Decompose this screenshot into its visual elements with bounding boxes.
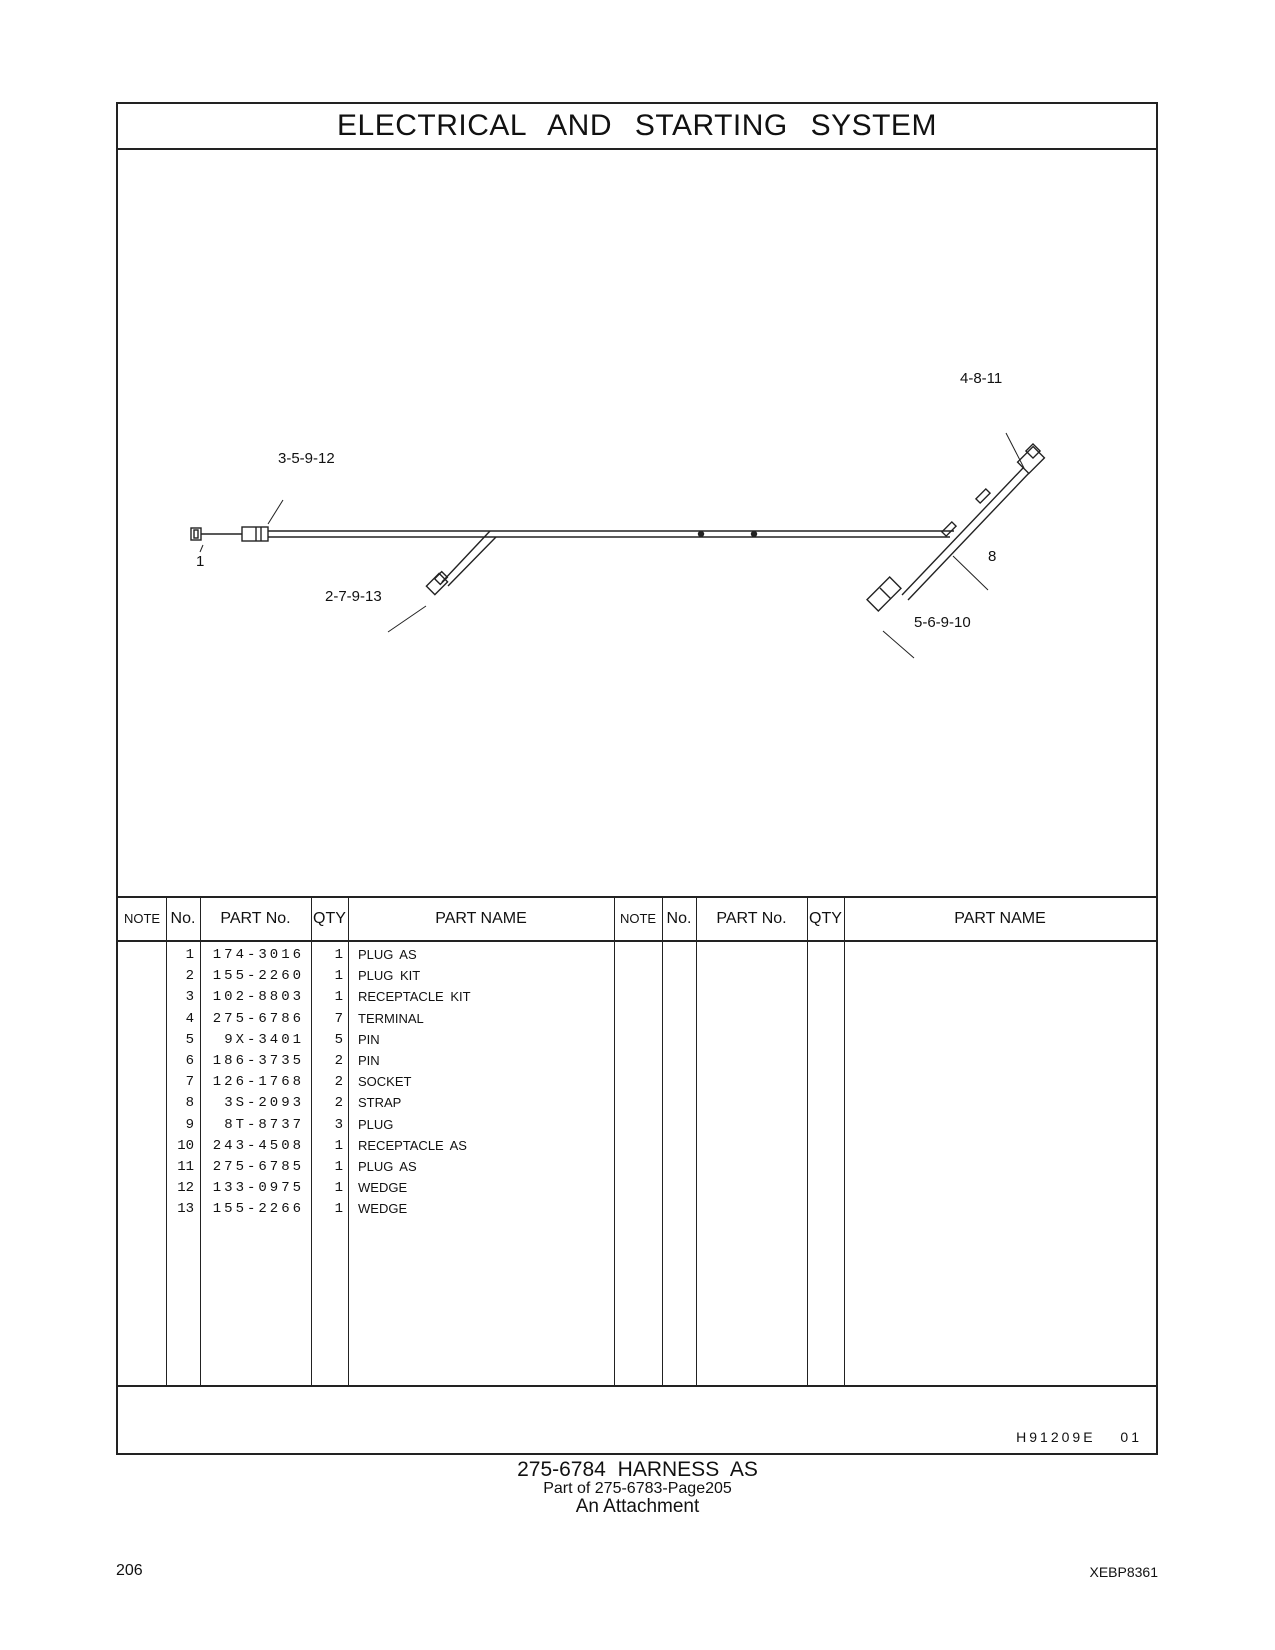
header-note-right: NOTE	[619, 911, 657, 926]
table-row	[118, 1008, 614, 1030]
table-row	[118, 1114, 614, 1136]
col-rule	[844, 896, 845, 1385]
receptacle-as-icon	[867, 577, 901, 611]
illustration-footer	[118, 1385, 1156, 1455]
parts-table	[118, 896, 1156, 1385]
col-rule	[662, 896, 663, 1385]
row-part-name: RECEPTACLE KIT	[358, 989, 471, 1005]
row-item-number: 2	[185, 968, 194, 985]
table-row	[118, 1071, 614, 1093]
plug-1-icon	[191, 528, 242, 540]
header-no-right: No.	[666, 910, 692, 927]
row-quantity: 1	[334, 1180, 343, 1197]
row-part-number: 275-6786	[212, 1010, 304, 1027]
header-part-no-right: PART No.	[716, 910, 787, 927]
row-part-name: WEDGE	[358, 1180, 408, 1196]
row-part-number: 155-2266	[212, 1201, 304, 1218]
document-id: XEBP8361	[1089, 1564, 1158, 1580]
row-part-number: 243-4508	[212, 1137, 304, 1154]
row-quantity: 2	[334, 1074, 343, 1091]
table-row	[118, 1050, 614, 1072]
col-rule	[614, 896, 615, 1385]
table-row	[118, 1198, 614, 1220]
strap-icon	[942, 522, 956, 536]
row-part-number: 3S-2093	[224, 1095, 304, 1112]
row-part-number: 155-2260	[212, 968, 304, 985]
header-qty: QTY	[313, 910, 346, 927]
parts-page-frame	[116, 102, 1158, 1455]
row-part-name: RECEPTACLE AS	[358, 1137, 467, 1153]
table-row	[118, 1156, 614, 1178]
table-row	[118, 944, 614, 966]
strap-icon	[976, 489, 990, 503]
row-item-number: 13	[177, 1201, 194, 1218]
header-no: No.	[170, 910, 196, 927]
tie-marker-icon	[699, 532, 704, 537]
row-quantity: 1	[334, 1137, 343, 1154]
row-part-number: 275-6785	[212, 1159, 304, 1175]
row-part-name: PLUG KIT	[358, 968, 421, 984]
page-number: 206	[116, 1562, 143, 1579]
col-rule	[807, 896, 808, 1385]
row-part-name: PLUG AS	[358, 947, 417, 962]
table-row	[118, 986, 614, 1008]
row-item-number: 7	[185, 1074, 194, 1091]
row-item-number: 12	[177, 1180, 194, 1197]
branch-connector-icon	[426, 572, 447, 595]
header-part-no: PART No.	[220, 910, 291, 927]
callout-1: 1	[196, 553, 205, 570]
row-part-number: 174-3016	[212, 947, 304, 963]
assembly-title: 275-6784 HARNESS AS	[517, 1458, 758, 1481]
table-row	[118, 965, 614, 987]
table-row	[118, 1177, 614, 1199]
illustration-code: H91209E 01	[1016, 1429, 1142, 1445]
callout-8: 8	[988, 548, 997, 565]
row-quantity: 1	[334, 1159, 343, 1175]
row-part-name: PLUG AS	[358, 1159, 417, 1174]
row-item-number: 3	[185, 989, 194, 1006]
row-part-name: PIN	[358, 1053, 380, 1068]
table-row	[118, 1029, 614, 1051]
row-part-name: PIN	[358, 1031, 380, 1047]
row-quantity: 3	[334, 1116, 343, 1133]
row-part-number: 186-3735	[212, 1053, 304, 1069]
row-quantity: 1	[334, 968, 343, 985]
header-part-name: PART NAME	[435, 910, 527, 927]
callout-2-7-9-13: 2-7-9-13	[325, 588, 382, 605]
row-item-number: 10	[177, 1137, 194, 1154]
harness-drawing	[118, 150, 1156, 896]
row-part-name: PLUG	[358, 1116, 394, 1132]
callout-4-8-11: 4-8-11	[960, 370, 1003, 387]
table-row	[118, 1092, 614, 1114]
row-item-number: 6	[185, 1053, 194, 1069]
row-part-number: 133-0975	[212, 1180, 304, 1197]
row-part-name: WEDGE	[358, 1201, 408, 1217]
row-item-number: 11	[177, 1159, 194, 1175]
row-part-number: 8T-8737	[224, 1116, 304, 1133]
row-part-name: SOCKET	[358, 1074, 412, 1090]
row-quantity: 2	[334, 1053, 343, 1069]
assembly-type: An Attachment	[575, 1496, 700, 1517]
row-item-number: 8	[185, 1095, 194, 1112]
section-title: ELECTRICAL AND STARTING SYSTEM	[118, 104, 1156, 150]
row-item-number: 5	[185, 1031, 194, 1048]
header-part-name-right: PART NAME	[954, 910, 1046, 927]
header-qty-right: QTY	[809, 910, 842, 927]
receptacle-connector-icon	[242, 527, 268, 541]
row-quantity: 1	[334, 989, 343, 1006]
row-part-name: TERMINAL	[358, 1010, 424, 1026]
callout-5-6-9-10: 5-6-9-10	[914, 614, 971, 631]
col-rule	[696, 896, 697, 1385]
row-item-number: 4	[185, 1010, 194, 1027]
row-item-number: 1	[185, 947, 194, 963]
row-quantity: 5	[334, 1031, 343, 1048]
row-quantity: 7	[334, 1010, 343, 1027]
row-part-number: 102-8803	[212, 989, 304, 1006]
row-part-number: 126-1768	[212, 1074, 304, 1091]
assembly-parent: Part of 275-6783-Page205	[543, 1480, 732, 1497]
row-quantity: 2	[334, 1095, 343, 1112]
row-part-name: STRAP	[358, 1095, 402, 1111]
row-part-number: 9X-3401	[224, 1031, 304, 1048]
callout-3-5-9-12: 3-5-9-12	[278, 450, 335, 467]
table-row	[118, 1135, 614, 1157]
row-item-number: 9	[185, 1116, 194, 1133]
harness-diagram	[118, 150, 1156, 896]
header-note: NOTE	[123, 911, 161, 926]
row-quantity: 1	[334, 1201, 343, 1218]
row-quantity: 1	[334, 947, 343, 963]
tie-marker-icon	[752, 532, 757, 537]
